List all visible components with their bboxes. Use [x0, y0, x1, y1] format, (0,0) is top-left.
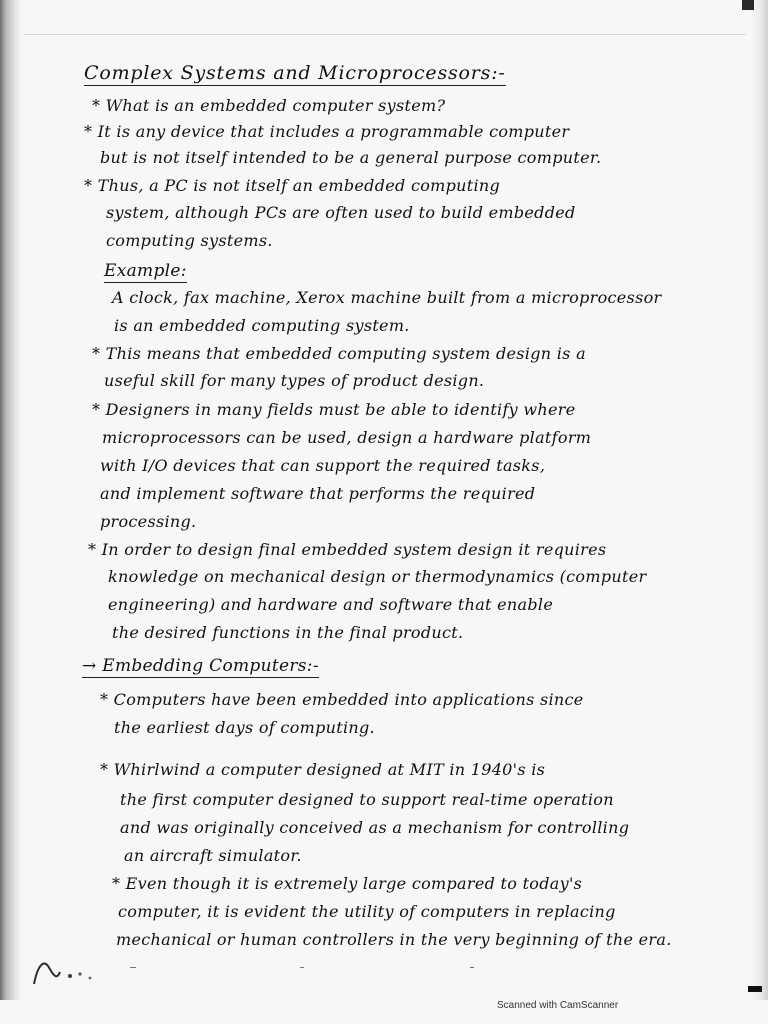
note-line: processing.	[100, 512, 197, 531]
note-line: mechanical or human controllers in the very beginning of the era.	[116, 930, 672, 949]
page-edge-shadow	[0, 0, 22, 1000]
note-line: * Whirlwind a computer designed at MIT in 1940's is	[100, 760, 546, 779]
note-line: engineering) and hardware and software that enable	[108, 595, 554, 614]
note-line: and implement software that performs the required	[100, 484, 536, 503]
note-line: * What is an embedded computer system?	[92, 96, 446, 115]
note-line: microprocessors can be used, design a hardware platform	[102, 428, 592, 447]
note-line: but is not itself intended to be a general purpose computer.	[100, 148, 602, 167]
note-line: A clock, fax machine, Xerox machine built from a microprocessor	[112, 288, 662, 307]
top-rule	[24, 34, 746, 35]
note-line: * Computers have been embedded into applications since	[100, 690, 584, 709]
footer-dash	[470, 967, 474, 968]
note-line: is an embedded computing system.	[114, 316, 410, 335]
section-heading-embedding-computers: → Embedding Computers:-	[82, 656, 319, 676]
note-line: the desired functions in the final product.	[112, 623, 464, 642]
note-line: * In order to design final embedded system design it requires	[88, 540, 607, 559]
note-line: the earliest days of computing.	[114, 718, 375, 737]
note-line: knowledge on mechanical design or thermodynamics (computer	[108, 567, 647, 586]
page-right-edge	[752, 0, 768, 1000]
note-line: with I/O devices that can support the required tasks,	[100, 456, 546, 475]
page-title: Complex Systems and Microprocessors:-	[84, 62, 506, 84]
note-line: * Designers in many fields must be able to identify where	[92, 400, 576, 419]
note-line: the first computer designed to support real-time operation	[120, 790, 614, 809]
example-heading: Example:	[104, 261, 187, 281]
note-line: * It is any device that includes a programmable computer	[84, 122, 570, 141]
footer-dash	[130, 967, 136, 968]
page-corner-scratch	[748, 986, 762, 992]
scanner-watermark: Scanned with CamScanner	[497, 1000, 619, 1011]
note-line: computing systems.	[106, 231, 273, 250]
note-line: * This means that embedded computing system design is a	[92, 344, 586, 363]
note-line: * Thus, a PC is not itself an embedded computing	[84, 176, 501, 195]
note-line: and was originally conceived as a mechanism for controlling	[120, 818, 630, 837]
note-line: * Even though it is extremely large compared to today's	[112, 874, 583, 893]
corner-mark	[742, 0, 754, 10]
scan-smudge	[30, 954, 100, 988]
note-line: computer, it is evident the utility of computers in replacing	[118, 902, 616, 921]
footer-dash	[300, 967, 304, 968]
note-line: useful skill for many types of product design.	[104, 371, 485, 390]
note-line: an aircraft simulator.	[124, 846, 302, 865]
note-line: system, although PCs are often used to build embedded	[106, 203, 576, 222]
